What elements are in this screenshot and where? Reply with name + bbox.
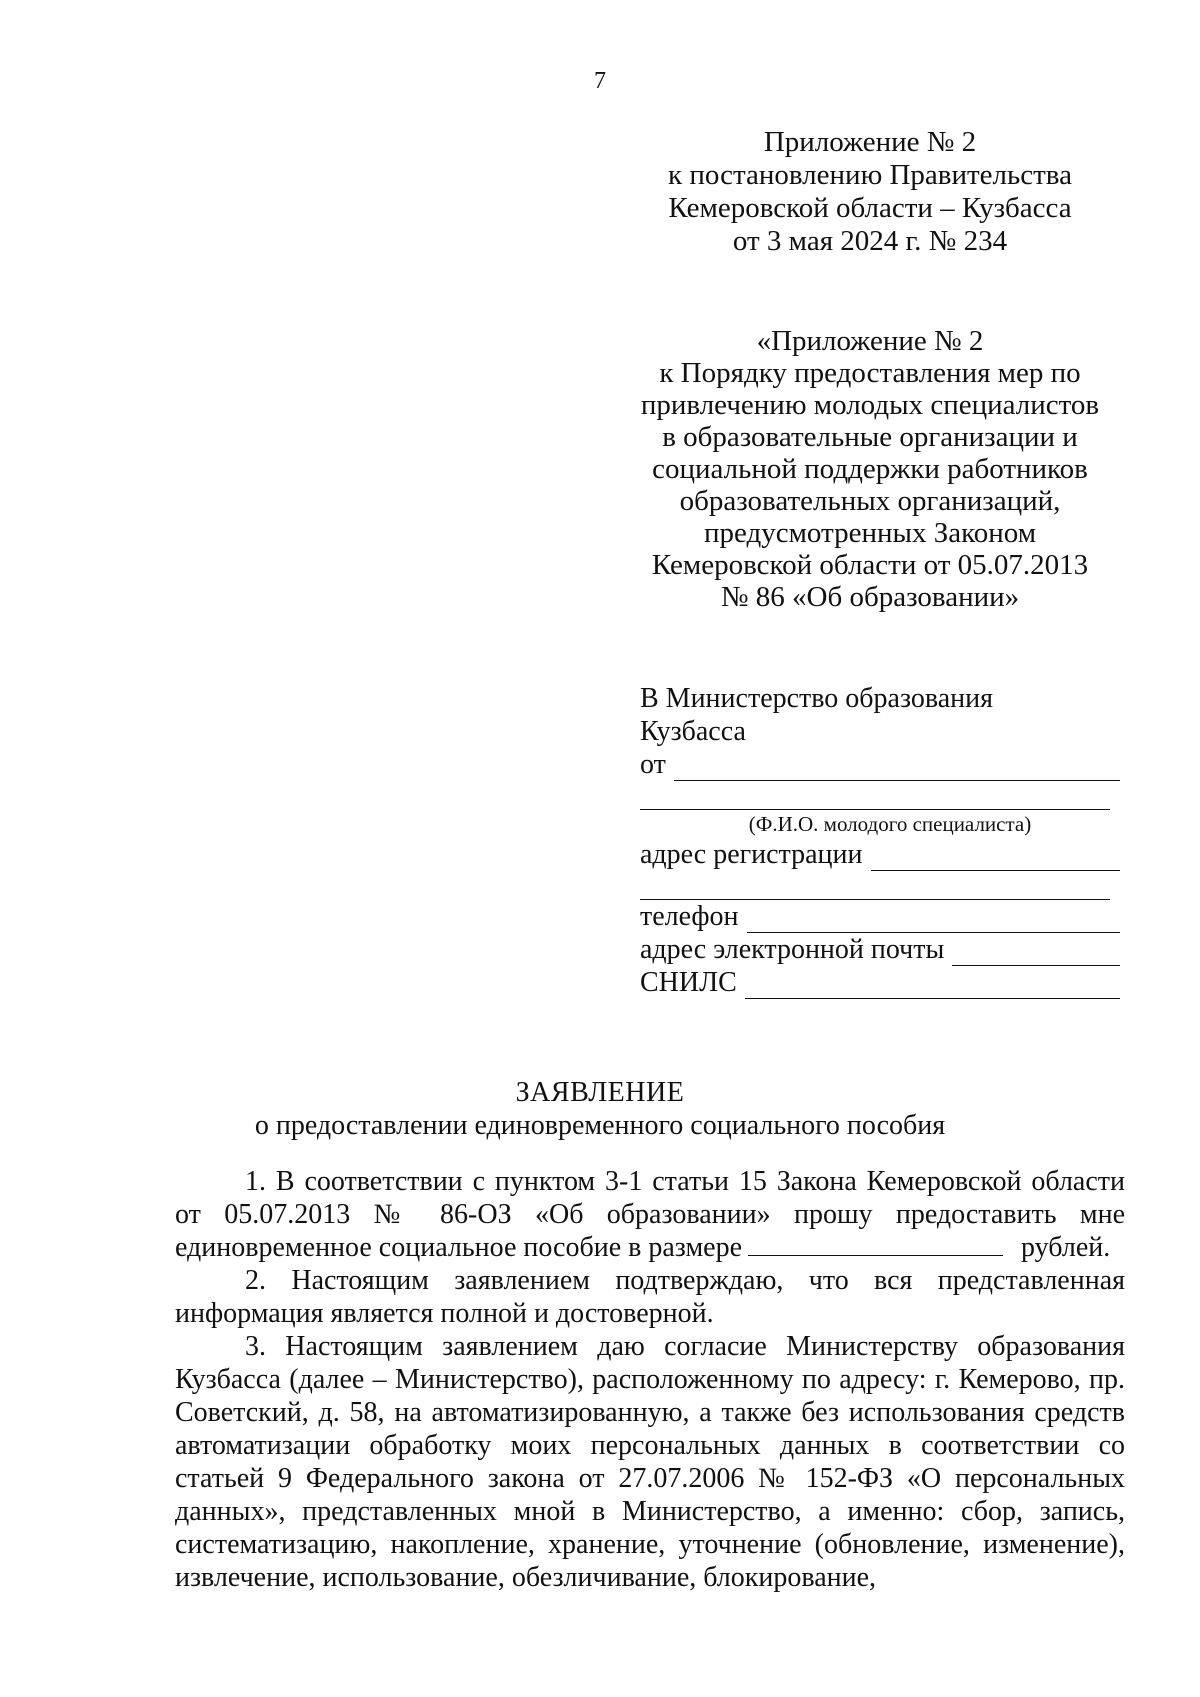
recipient-region: Кузбасса — [640, 716, 746, 747]
page-number: 7 — [594, 68, 606, 94]
annex-reference — [620, 325, 1120, 613]
email-label: адрес электронной почты — [640, 934, 945, 965]
annex-line: к постановлению Правительства — [668, 159, 1072, 191]
email-row — [640, 933, 1120, 966]
paragraph-2: 2. Настоящим заявлением подтверждаю, что вся представленная информация является полной и достоверной. — [175, 1265, 1125, 1329]
annex-line: Приложение № 2 — [763, 126, 977, 158]
name-field-continuation[interactable] — [640, 781, 1110, 810]
annex-ref-line: привлечению молодых специалистов — [640, 389, 1100, 421]
annex-ref-line: в образовательные организации и — [662, 421, 1078, 453]
annex-line: Кемеровской области – Кузбасса — [668, 192, 1072, 224]
snils-field[interactable] — [745, 974, 1120, 999]
from-label: от — [640, 749, 666, 780]
recipient-ministry: В Министерство образования — [640, 683, 994, 714]
amount-field[interactable] — [748, 1233, 1003, 1256]
annex-header — [640, 126, 1100, 258]
address-field-continuation[interactable] — [640, 871, 1110, 900]
document-title: ЗАЯВЛЕНИЕ — [515, 1077, 685, 1108]
snils-label: СНИЛС — [640, 967, 737, 998]
annex-line: от 3 мая 2024 г. № 234 — [732, 225, 1008, 257]
address-label: адрес регистрации — [640, 839, 863, 870]
snils-row — [640, 966, 1120, 999]
phone-row — [640, 900, 1120, 933]
paragraph-1-text: 1. В соответствии с пунктом 3-1 статьи 15 Закона Кемеровской области от 05.07.2013 № 86-ОЗ «Об образовании» прошу предоставить мне единовременное социальное пособие в размере — [175, 1166, 1125, 1263]
recipient-line — [640, 715, 1120, 748]
annex-ref-line: образовательных организаций, — [679, 485, 1061, 517]
recipient-line — [640, 682, 1120, 715]
annex-ref-line: № 86 «Об образовании» — [720, 581, 1020, 613]
annex-ref-line: Кемеровской области от 05.07.2013 — [651, 549, 1089, 581]
annex-ref-line: «Приложение № 2 — [756, 325, 984, 357]
recipient-block — [640, 682, 1120, 999]
address-row — [640, 838, 1120, 871]
document-body — [175, 1165, 1125, 1594]
name-caption: (Ф.И.О. молодого специалиста) — [748, 812, 1032, 836]
annex-ref-line: предусмотренных Законом — [703, 517, 1037, 549]
paragraph-3: 3. Настоящим заявлением даю согласие Министерству образования Кузбасса (далее – Министерство), расположенному по адресу: г. Кемерово, пр. Советский, д. 58, на автоматизированную, а также без использования средств автоматизации обработку моих персональных данных в соответствии со статьей 9 Федерального закона от 27.07.2006 № 152-ФЗ «О персональных данных», представленных мной в Министерство, а именно: сбор, запись, систематизацию, накопление, хранение, уточнение (обновление, изменение), извлечение, использование, обезличивание, блокирование, — [175, 1331, 1125, 1593]
paragraph-1 — [175, 1165, 1125, 1264]
from-row — [640, 748, 1120, 781]
name-field[interactable] — [674, 756, 1120, 781]
annex-ref-line: социальной поддержки работников — [652, 453, 1088, 485]
annex-ref-line: к Порядку предоставления мер по — [659, 357, 1081, 389]
phone-label: телефон — [640, 901, 739, 932]
email-field[interactable] — [952, 941, 1120, 966]
document-subtitle: о предоставлении единовременного социального пособия — [254, 1110, 946, 1141]
address-field[interactable] — [871, 846, 1120, 871]
phone-field[interactable] — [747, 908, 1120, 933]
paragraph-1-end: рублей. — [1021, 1232, 1111, 1263]
